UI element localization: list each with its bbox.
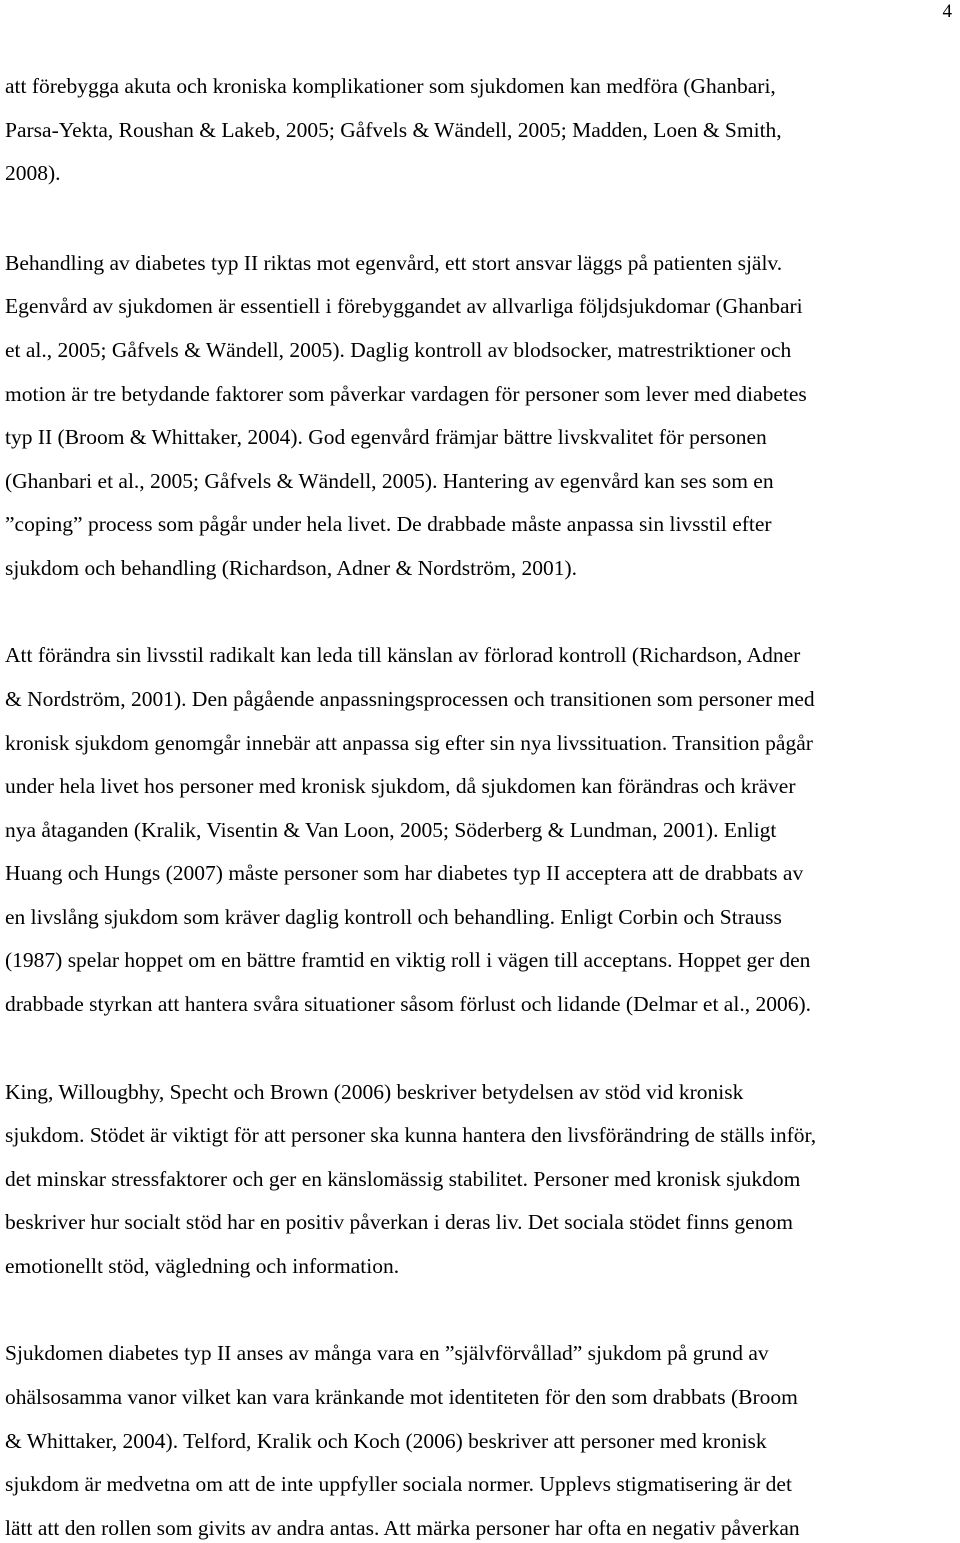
text-line: att förebygga akuta och kroniska komplikationer som sjukdomen kan medföra (Ghanbari,: [5, 74, 776, 98]
text-line: Att förändra sin livsstil radikalt kan leda till känslan av förlorad kontroll (Richardson, Adner: [5, 643, 801, 667]
text-line: kronisk sjukdom genomgår innebär att anpassa sig efter sin nya livssituation. Transition pågår: [5, 731, 813, 755]
text-line: (1987) spelar hoppet om en bättre framtid en viktig roll i vägen till acceptans. Hoppet ger den: [5, 948, 811, 972]
text-line: motion är tre betydande faktorer som påverkar vardagen för personer som lever med diabetes: [5, 382, 807, 406]
text-line: et al., 2005; Gåfvels & Wändell, 2005). Daglig kontroll av blodsocker, matrestriktioner och: [5, 338, 792, 362]
text-line: ”coping” process som pågår under hela livet. De drabbade måste anpassa sin livsstil efter: [5, 512, 772, 536]
text-line: en livslång sjukdom som kräver daglig kontroll och behandling. Enligt Corbin och Strauss: [5, 905, 782, 929]
text-line: nya åtaganden (Kralik, Visentin & Van Loon, 2005; Söderberg & Lundman, 2001). Enligt: [5, 818, 777, 842]
text-line: & Whittaker, 2004). Telford, Kralik och Koch (2006) beskriver att personer med kronisk: [5, 1429, 767, 1453]
text-line: Huang och Hungs (2007) måste personer som har diabetes typ II acceptera att de drabbats av: [5, 861, 804, 885]
text-line: under hela livet hos personer med kronisk sjukdom, då sjukdomen kan förändras och kräver: [5, 774, 796, 798]
text-line: & Nordström, 2001). Den pågående anpassningsprocessen och transitionen som personer med: [5, 687, 815, 711]
text-line: emotionellt stöd, vägledning och information.: [5, 1254, 400, 1278]
page-number: 4: [942, 1, 952, 22]
text-line: Egenvård av sjukdomen är essentiell i förebyggandet av allvarliga följdsjukdomar (Ghanbari: [5, 294, 803, 318]
text-line: King, Willougbhy, Specht och Brown (2006) beskriver betydelsen av stöd vid kronisk: [5, 1080, 744, 1104]
text-line: Sjukdomen diabetes typ II anses av många vara en ”självförvållad” sjukdom på grund av: [5, 1341, 769, 1365]
text-line: sjukdom är medvetna om att de inte uppfyller sociala normer. Upplevs stigmatisering är det: [5, 1472, 792, 1496]
text-line: drabbade styrkan att hantera svåra situationer såsom förlust och lidande (Delmar et al., 2006).: [5, 992, 811, 1016]
text-line: beskriver hur socialt stöd har en positiv påverkan i deras liv. Det sociala stödet finns genom: [5, 1210, 793, 1234]
text-line: lätt att den rollen som givits av andra antas. Att märka personer har ofta en negativ påverkan: [5, 1516, 800, 1540]
text-line: ohälsosamma vanor vilket kan vara kränkande mot identiteten för den som drabbats (Broom: [5, 1385, 798, 1409]
text-line: sjukdom och behandling (Richardson, Adner & Nordström, 2001).: [5, 556, 578, 580]
text-line: Parsa-Yekta, Roushan & Lakeb, 2005; Gåfvels & Wändell, 2005; Madden, Loen & Smith,: [5, 118, 782, 142]
text-line: typ II (Broom & Whittaker, 2004). God egenvård främjar bättre livskvalitet för personen: [5, 425, 767, 449]
text-line: Behandling av diabetes typ II riktas mot egenvård, ett stort ansvar läggs på patienten själv.: [5, 251, 783, 275]
text-line: (Ghanbari et al., 2005; Gåfvels & Wändell, 2005). Hantering av egenvård kan ses som en: [5, 469, 774, 493]
text-line: 2008).: [5, 161, 61, 185]
text-line: det minskar stressfaktorer och ger en känslomässig stabilitet. Personer med kronisk sjukdom: [5, 1167, 801, 1191]
text-line: sjukdom. Stödet är viktigt för att personer ska kunna hantera den livsförändring de ställs inför,: [5, 1123, 817, 1147]
